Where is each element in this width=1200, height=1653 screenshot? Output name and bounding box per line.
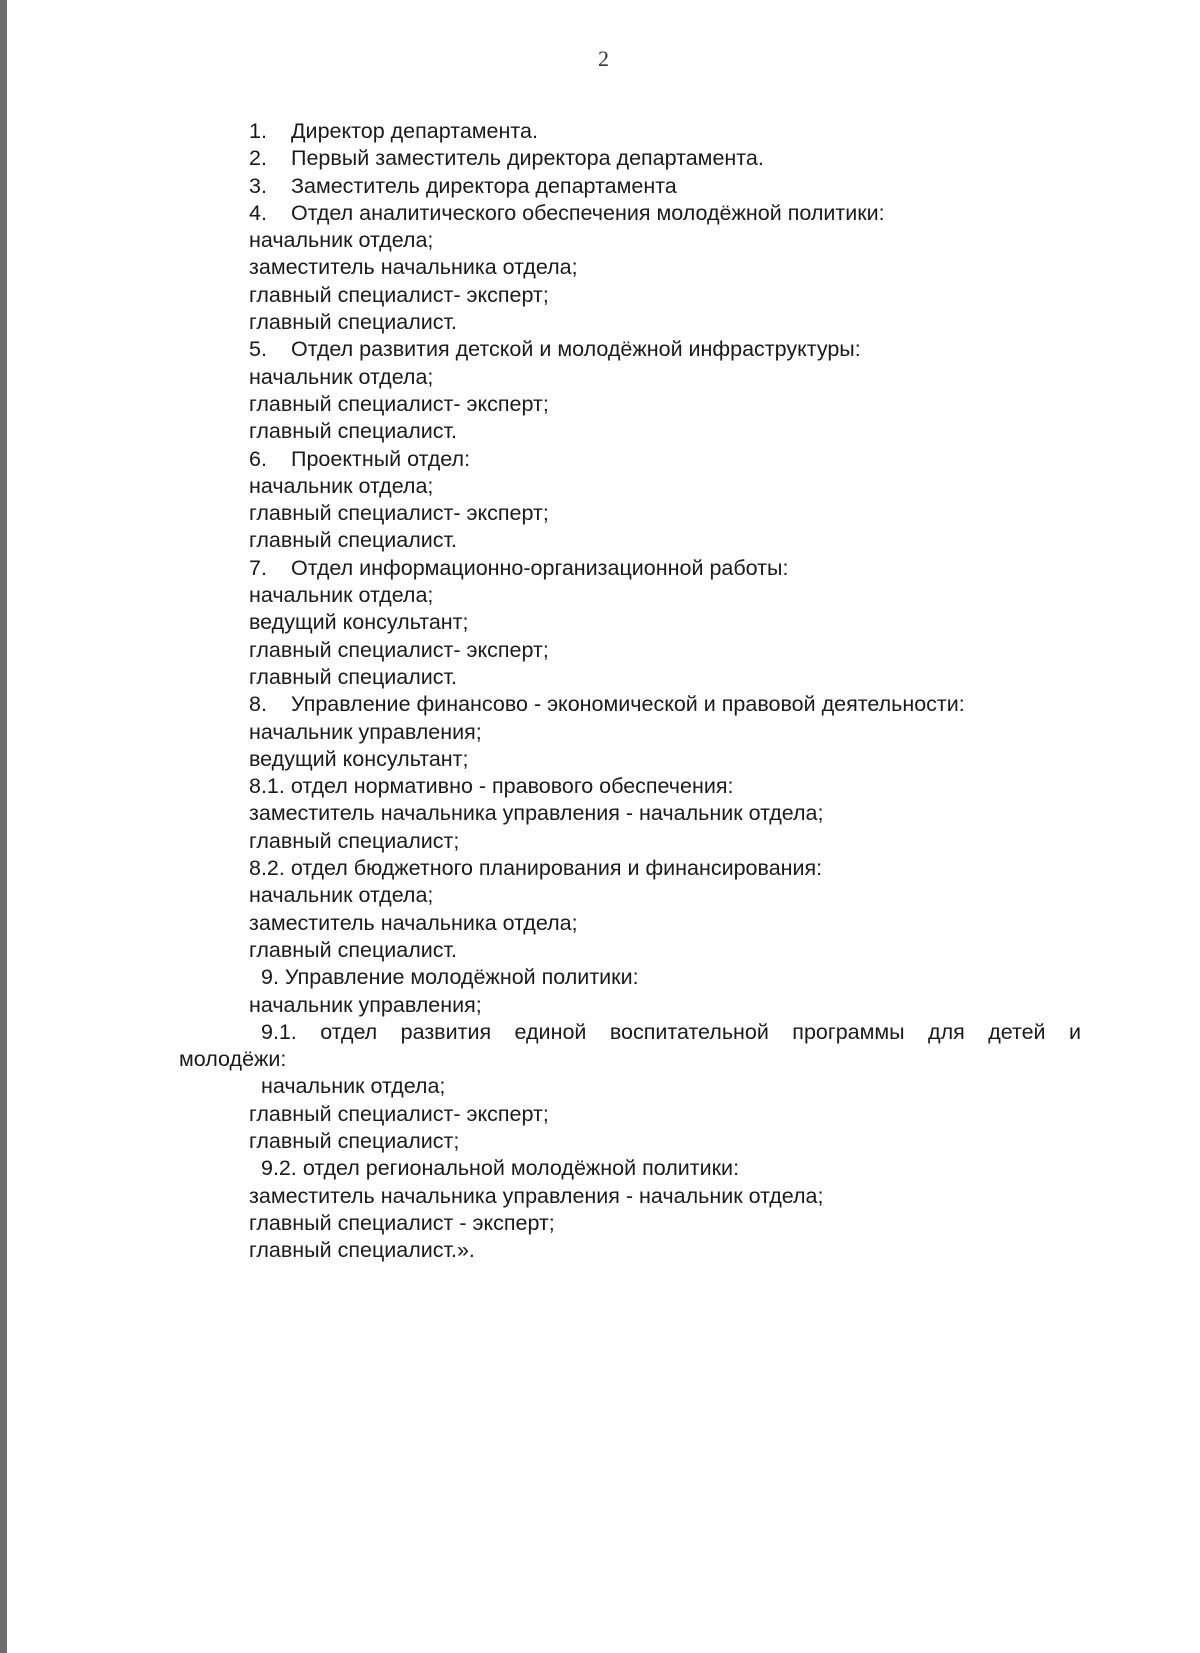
list-subitem: ведущий консультант; <box>249 746 469 771</box>
list-subitem: главный специалист. <box>249 419 457 444</box>
list-subitem: главный специалист- эксперт; <box>249 637 549 662</box>
list-item: 1. Директор департамента. <box>249 119 538 143</box>
list-subitem: главный специалист- эксперт; <box>249 282 549 307</box>
list-item: 9. Управление молодёжной политики: <box>261 965 639 990</box>
list-subitem: главный специалист; <box>249 1128 460 1153</box>
list-subitem: начальник отдела; <box>249 473 434 498</box>
list-subitem: главный специалист. <box>249 310 457 335</box>
list-subitem: 8.1. отдел нормативно - правового обеспечения: <box>249 774 734 799</box>
list-subitem: главный специалист- эксперт; <box>249 391 549 416</box>
list-item: 5. Отдел развития детской и молодёжной инфраструктуры: <box>249 337 861 362</box>
list-subitem: 9.2. отдел региональной молодёжной политики: <box>261 1156 740 1181</box>
list-subitem: начальник отдела; <box>249 228 434 253</box>
list-subitem: заместитель начальника отдела; <box>249 910 578 935</box>
list-subitem: заместитель начальника управления - начальник отдела; <box>249 1183 824 1208</box>
list-subitem: главный специалист; <box>249 828 460 853</box>
list-subitem: начальник управления; <box>249 719 482 744</box>
list-subitem: главный специалист. <box>249 664 457 689</box>
list-subitem-wrap-tail: молодёжи: <box>179 1047 287 1072</box>
left-margin-bar <box>0 0 7 1653</box>
list-subitem-wrapped: 9.1. отдел развития единой воспитательной программы для детей и <box>261 1019 1081 1044</box>
document-body <box>179 118 1081 1264</box>
list-subitem: главный специалист- эксперт; <box>249 1101 549 1126</box>
list-subitem: главный специалист- эксперт; <box>249 501 549 526</box>
list-subitem: главный специалист - эксперт; <box>249 1210 555 1235</box>
page-number: 2 <box>598 46 609 71</box>
list-subitem: главный специалист.». <box>249 1238 475 1263</box>
list-item: 2. Первый заместитель директора департамента. <box>249 146 764 171</box>
list-item: 6. Проектный отдел: <box>249 446 471 471</box>
list-subitem: главный специалист. <box>249 937 457 962</box>
list-item: 3. Заместитель директора департамента <box>249 173 677 198</box>
list-subitem: начальник отдела; <box>249 364 434 389</box>
list-subitem: заместитель начальника отдела; <box>249 255 578 280</box>
list-subitem: главный специалист. <box>249 528 457 553</box>
list-subitem: заместитель начальника управления - начальник отдела; <box>249 801 824 826</box>
list-item: 4. Отдел аналитического обеспечения молодёжной политики: <box>249 200 885 225</box>
list-subitem: начальник управления; <box>249 992 482 1017</box>
document-page <box>7 0 1200 1653</box>
list-subitem: начальник отдела; <box>261 1074 446 1099</box>
list-subitem: 8.2. отдел бюджетного планирования и финансирования: <box>249 856 823 881</box>
list-item: 7. Отдел информационно-организационной работы: <box>249 555 789 580</box>
list-subitem: начальник отдела; <box>249 583 434 608</box>
list-subitem: ведущий консультант; <box>249 610 469 635</box>
list-item: 8. Управление финансово - экономической и правовой деятельности: <box>249 692 965 717</box>
list-subitem: начальник отдела; <box>249 883 434 908</box>
